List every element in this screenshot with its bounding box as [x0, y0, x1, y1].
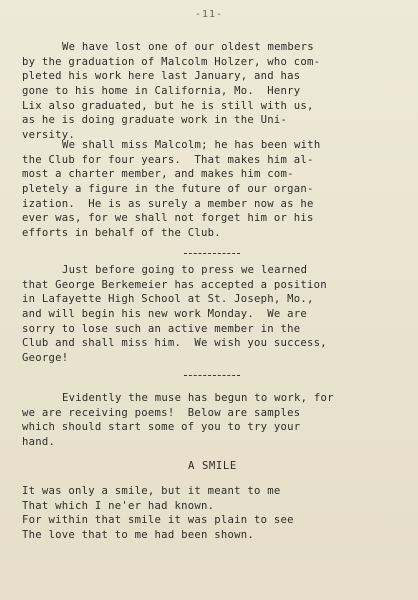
text-line: gone to his home in California, Mo. Henry: [22, 85, 301, 98]
text-line: We have lost one of our oldest members: [62, 41, 314, 53]
text-line: Club and shall miss him. We wish you success,: [22, 337, 327, 350]
text-line: the Club for four years. That makes him al-: [22, 153, 314, 166]
text-line: Evidently the muse has begun to work, for: [62, 392, 334, 404]
paragraph-muse-poems: [22, 391, 407, 450]
text-line: George!: [22, 352, 69, 365]
text-line: we are receiving poems! Below are samples: [22, 406, 301, 419]
text-line: Just before going to press we learned: [62, 264, 308, 276]
text-line: by the graduation of Malcolm Holzer, who com-: [22, 55, 321, 68]
text-line: ization. He is as surely a member now as he: [22, 197, 314, 210]
text-line: We shall miss Malcolm; he has been with: [62, 139, 321, 151]
text-line: pletely a figure in the future of our organ-: [22, 183, 314, 196]
section-divider: [184, 253, 240, 255]
poem-line: It was only a smile, but it meant to me: [22, 485, 281, 497]
text-line: efforts in behalf of the Club.: [22, 227, 221, 240]
poem-line: That which I ne'er had known.: [22, 499, 215, 512]
page-number: -11-: [194, 9, 224, 20]
poem-title: A SMILE: [188, 460, 237, 472]
text-line: Lix also graduated, but he is still with us,: [22, 99, 314, 112]
text-line: as he is doing graduate work in the Uni-: [22, 114, 288, 127]
paragraph-miss-malcolm: [22, 138, 407, 241]
text-line: and will begin his new work Monday. We are: [22, 308, 308, 321]
text-line: which should start some of you to try your: [22, 421, 301, 434]
text-line: ever was, for we shall not forget him or his: [22, 212, 314, 225]
poem-body: [22, 484, 407, 543]
text-line: hand.: [22, 436, 56, 449]
text-line: pleted his work here last January, and has: [22, 70, 301, 83]
text-line: sorry to lose such an active member in the: [22, 322, 301, 335]
paragraph-malcolm-graduation: [22, 40, 407, 143]
paragraph-george-berkemeier: [22, 263, 407, 366]
poem-line: The love that to me had been shown.: [22, 529, 254, 542]
poem-line: For within that smile it was plain to see: [22, 514, 294, 527]
text-line: that George Berkemeier has accepted a position: [22, 278, 327, 291]
text-line: in Lafayette High School at St. Joseph, Mo.,: [22, 293, 314, 306]
text-line: versity.: [22, 129, 76, 142]
section-divider: [184, 375, 240, 377]
text-line: most a charter member, and makes him com-: [22, 168, 294, 181]
